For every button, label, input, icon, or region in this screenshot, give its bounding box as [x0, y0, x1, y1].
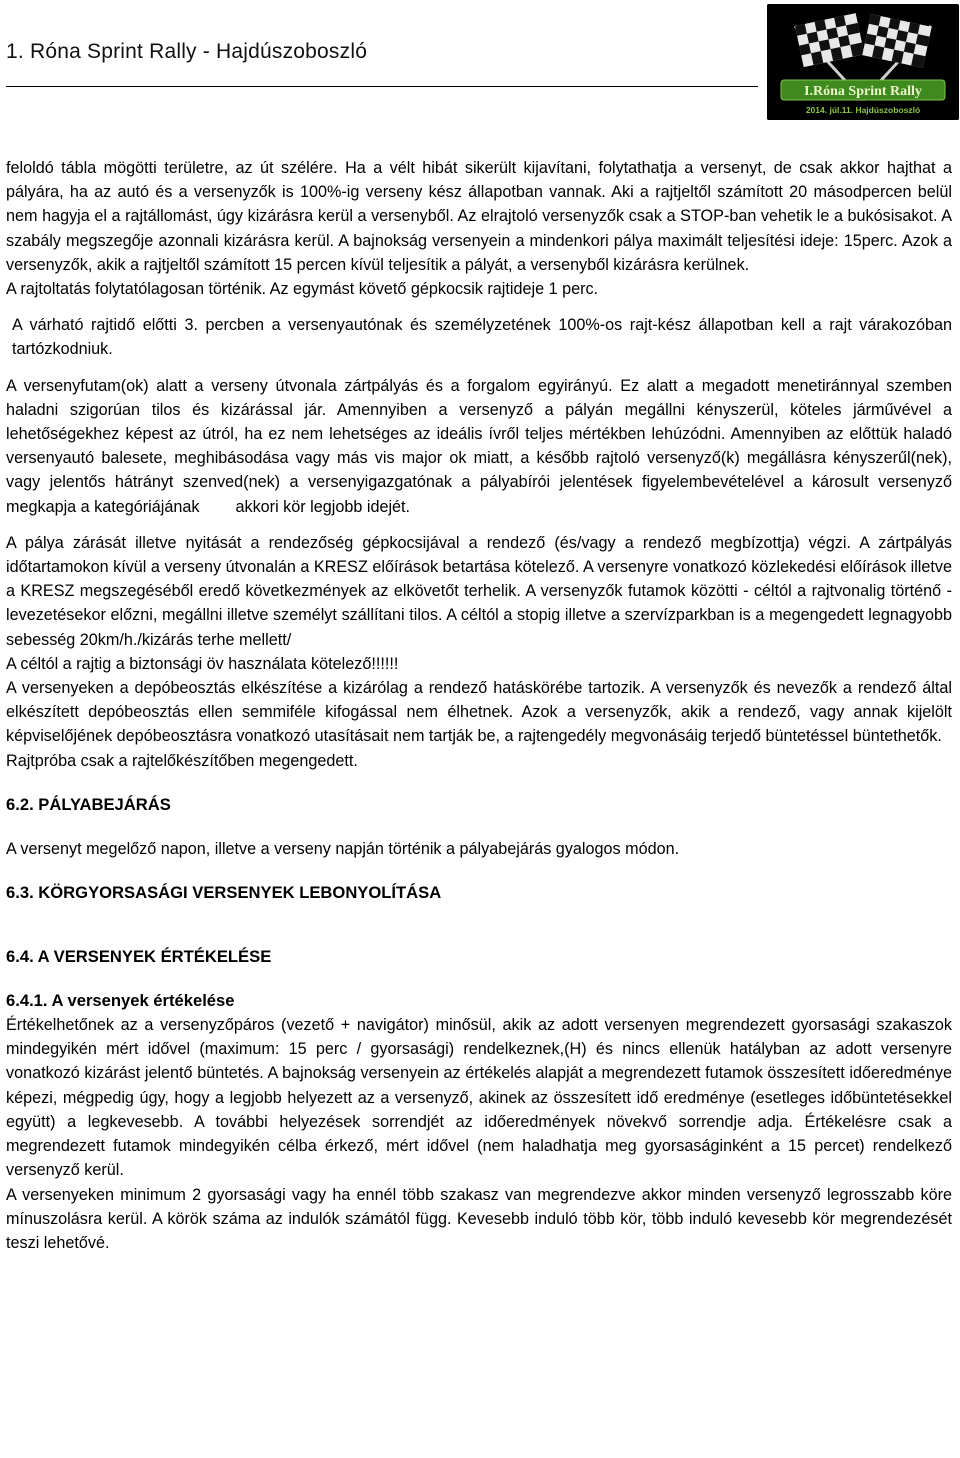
logo-title: I.Róna Sprint Rally	[804, 84, 922, 99]
page-header	[6, 38, 758, 87]
section-heading: 6.4. A VERSENYEK ÉRTÉKELÉSE	[6, 947, 272, 967]
section-heading: 6.2. PÁLYABEJÁRÁS	[6, 794, 171, 814]
paragraph: A céltól a rajtig a biztonsági öv használata kötelező!!!!!!	[6, 654, 399, 673]
rally-logo	[767, 4, 959, 120]
section-heading: 6.3. KÖRGYORSASÁGI VERSENYEK LEBONYOLÍTÁSA	[6, 883, 442, 903]
paragraph	[6, 374, 952, 519]
paragraph: Értékelhetőnek az a versenyzőpáros (vezető + navigátor) minősül, akik az adott versenyen megrendezett gyorsasági szakaszok mindegyikén mért idővel (maximum: 15 perc / gyorsasági) rendelkeznek,(H) és nincs ellenük hatályban az adott versenyre vonatkozó kizárást jelentő büntetés. A bajnokság versenyein az értékelés alapját a megrendezett futamok összesített időeredménye képezi, mégpedig úgy, hogy a legjobb helyezett az a versenyző, akinek az összesített idő eredménye (esetleges időbüntetésekkel együtt) a legkevesebb. A további helyezések sorrendjét az időeredmények növekvő sorrendje adja. Értékelésre csak a megrendezett futamok mindegyikén célba érkező, mért idővel (nem haladhatja meg gyorsaságinként a 15 percet) rendelkező versenyző kerül.	[6, 1016, 952, 1180]
paragraph: A pálya zárását illetve nyitását a rendezőség gépkocsijával a rendező (és/vagy a rendező megbízottja) végzi. A zártpályás időtartamokon kívül a verseny útvonalán a KRESZ előírások betartása kötelező. A versenyre vonatkozó közlekedési előírások illetve a KRESZ megszegéséből eredő következmények az elkövetőt terhelik. A versenyzők futamok közötti - céltól a rajtvonalig történő - levezetésekor előzni, megállni illetve személyt szállítani tilos. A céltól a stopig illetve a szervízparkban is a megengedett legnagyobb sebesség 20km/h./kizárás terhe mellett/	[6, 533, 952, 649]
paragraph: Rajtpróba csak a rajtelőkészítőben megengedett.	[6, 751, 358, 770]
paragraph-text: A versenyfutam(ok) alatt a verseny útvonala zártpályás és a forgalom egyirányú. Ez alatt a megadott menetiránnyal szemben haladni szigorúan tilos és kizárással jár. Amennyiben a versenyző a pályán megállni kényszerül, köteles járművével a lehetőségekhez képest az útról, ha ez nem lehetséges az ideális ívről teljes mértékben lehúzódni. Amennyiben az előttük haladó versenyautó balesete, meghibásodása vagy más vis major ok miatt, a később rajtoló versenyző(k) megállásra kényszerűl(nek), vagy jelentős hátrányt szenved(nek) a versenyigazgatónak a pályabírói jelentések figyelembevételével a károsult versenyző megkapja a kategóriájának	[6, 376, 952, 516]
paragraph: A versenyt megelőző napon, illetve a verseny napján történik a pályabejárás gyalogos módon.	[6, 839, 680, 858]
paragraph: A várható rajtidő előtti 3. percben a versenyautónak és személyzetének 100%-os rajt-kész állapotban kell a rajt várakozóban tartózkodniuk.	[12, 316, 952, 359]
subsection-heading: 6.4.1. A versenyek értékelése	[6, 991, 235, 1011]
paragraph: feloldó tábla mögötti területre, az út szélére. Ha a vélt hibát sikerült kijavítani, folytathatja a versenyt, de csak akkor hajthat a pályára, ha az autó és a versenyzők is 100%-ig verseny kész állapotban vannak. Aki a rajtjeltől számított 20 másodpercen belül nem hagyja el a rajtállomást, úgy kizárásra kerül a versenyből. Az elrajtoló versenyzők csak a STOP-ban vehetik le a bukósisakot. A szabály megszegője azonnali kizárásra kerül. A bajnokság versenyein a mindenkori pálya maximált teljesítési ideje: 15perc. Azok a versenyzők, akik a rajtjeltől számított 15 percen kívül teljesítik a pályát, a versenyből kizárásra kerülnek.	[6, 159, 952, 274]
paragraph-text: akkori kör legjobb idejét.	[235, 497, 411, 516]
header-title: 1. Róna Sprint Rally - Hajdúszoboszló	[6, 40, 368, 63]
logo-subtitle: 2014. júl.11. Hajdúszoboszló	[805, 105, 921, 115]
paragraph: A versenyeken minimum 2 gyorsasági vagy ha ennél több szakasz van megrendezve akkor minden versenyző legrosszabb köre mínuszolásra kerül. A körök száma az indulók számától függ. Kevesebb induló több kör, több induló kevesebb kör megrendezését teszi lehetővé.	[6, 1185, 952, 1252]
paragraph: A versenyeken a depóbeosztás elkészítése a kizárólag a rendező hatáskörébe tartozik. A versenyzők és nevezők a rendező által elkészített depóbeosztás ellen semmiféle kifogással nem élhetnek. Azok a versenyzők, akik a rendező, vagy annak kijelölt képviselőjének depóbeosztásra vonatkozó utasításait nem tartják be, a rajtengedély megvonásáig terjedő büntetéssel büntethetők.	[6, 679, 952, 746]
paragraph: A rajtoltatás folytatólagosan történik. Az egymást követő gépkocsik rajtideje 1 perc.	[6, 280, 599, 299]
checkered-flags-icon	[767, 4, 959, 120]
document-body	[6, 156, 952, 1255]
